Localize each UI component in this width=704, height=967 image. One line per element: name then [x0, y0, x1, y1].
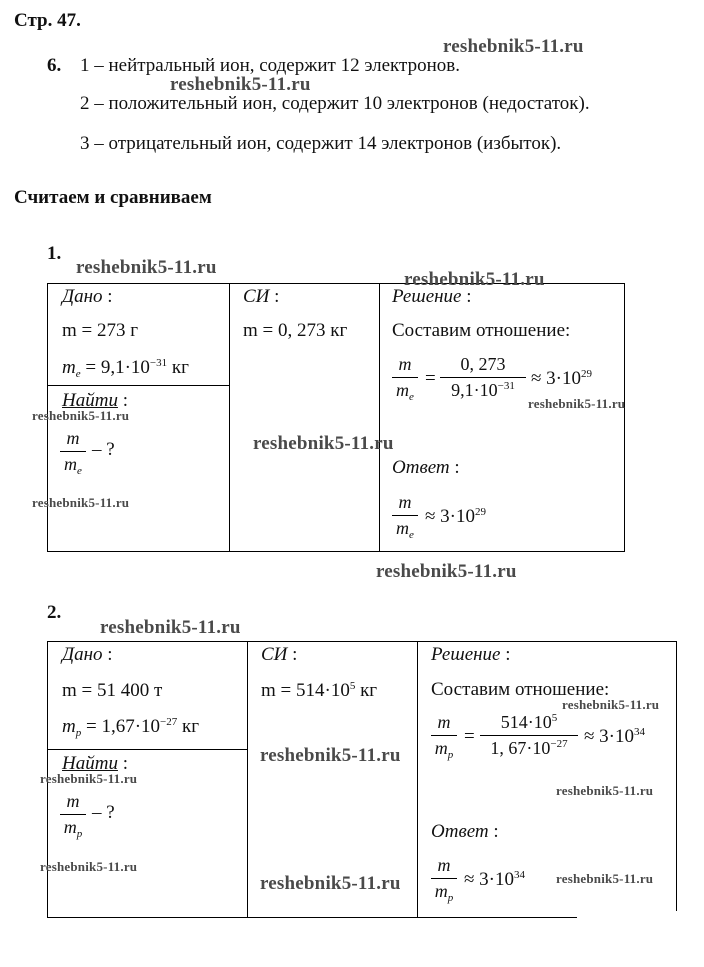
- watermark: reshebnik5-11.ru: [376, 561, 517, 582]
- watermark: reshebnik5-11.ru: [40, 859, 138, 874]
- p1-answer-fraction: m $m_e$: [392, 492, 418, 539]
- p1-answer-header: Ответ :: [392, 457, 460, 478]
- p1-eq-sign: =: [425, 368, 436, 389]
- watermark: reshebnik5-11.ru: [260, 873, 401, 894]
- p2-eq-sign: =: [464, 726, 475, 747]
- watermark: reshebnik5-11.ru: [260, 745, 401, 766]
- p2-answer-value: ≈ $3\cdot 10^{34}$: [464, 869, 526, 890]
- p1-find-question: – ?: [92, 439, 115, 460]
- watermark: reshebnik5-11.ru: [100, 617, 241, 638]
- p2-si-value: $m = 514\cdot 10^5$ кг: [261, 680, 378, 701]
- section-title: Считаем и сравниваем: [14, 187, 212, 208]
- p2-si-header: СИ :: [261, 644, 298, 665]
- watermark: reshebnik5-11.ru: [528, 396, 626, 411]
- watermark: reshebnik5-11.ru: [404, 269, 545, 290]
- p1-approx: ≈ $3\cdot 10^{29}$: [531, 368, 593, 389]
- watermark: reshebnik5-11.ru: [32, 495, 130, 510]
- p2-find-header: Найти :: [62, 753, 128, 774]
- task6-number: 6.: [47, 55, 62, 76]
- p2-proton-mass: $m_p = 1,67\cdot 10^{-27}$ кг: [62, 716, 200, 739]
- p2-mass: m = 51 400 т: [62, 680, 163, 701]
- p1-solution-header: Решение :: [392, 286, 472, 307]
- watermark: reshebnik5-11.ru: [76, 257, 217, 278]
- watermark: reshebnik5-11.ru: [443, 36, 584, 57]
- p2-approx: ≈ $3\cdot 10^{34}$: [584, 726, 646, 747]
- watermark: reshebnik5-11.ru: [253, 433, 394, 454]
- p1-si-header: СИ :: [243, 286, 280, 307]
- p1-given-header: Дано :: [62, 286, 113, 307]
- p2-given-header: Дано :: [62, 644, 113, 665]
- p2-answer-fraction: m $m_p$: [431, 855, 457, 902]
- p1-ratio-fraction: m $m_e$: [392, 354, 418, 401]
- watermark: reshebnik5-11.ru: [556, 783, 654, 798]
- p2-find-question: – ?: [92, 802, 115, 823]
- problem1-number: 1.: [47, 243, 62, 264]
- p2-solution-header: Решение :: [431, 644, 511, 665]
- p2-answer-header: Ответ :: [431, 821, 499, 842]
- p1-find-header: Найти :: [62, 390, 128, 411]
- watermark: reshebnik5-11.ru: [562, 697, 660, 712]
- watermark: reshebnik5-11.ru: [556, 871, 654, 886]
- watermark: reshebnik5-11.ru: [170, 74, 311, 95]
- p1-answer-value: ≈ $3\cdot 10^{29}$: [425, 506, 487, 527]
- p2-solution-text: Составим отношение:: [431, 679, 610, 700]
- p1-calc-fraction: 0, 273 $9,1\cdot 10^{-31}$: [440, 354, 526, 401]
- p1-electron-mass: $m_e = 9,1\cdot 10^{-31}$ кг: [62, 357, 189, 380]
- p2-ratio-fraction: m $m_p$: [431, 712, 457, 759]
- problem2-number: 2.: [47, 602, 62, 623]
- task6-item-3: 3 – отрицательный ион, содержит 14 электронов (избыток).: [80, 133, 562, 154]
- p2-find-fraction: m $m_p$: [60, 791, 86, 838]
- p1-mass: m = 273 г: [62, 320, 139, 341]
- p2-calc-fraction: $514\cdot 10^5$ 1, $67\cdot 10^{-27}$: [480, 712, 578, 759]
- p1-solution-text: Составим отношение:: [392, 320, 571, 341]
- task6-item-1: 1 – нейтральный ион, содержит 12 электронов.: [80, 55, 460, 76]
- task6-item-2: 2 – положительный ион, содержит 10 электронов (недостаток).: [80, 93, 590, 114]
- watermark: reshebnik5-11.ru: [32, 408, 130, 423]
- p1-si-value: m = 0, 273 кг: [243, 320, 348, 341]
- watermark: reshebnik5-11.ru: [40, 771, 138, 786]
- p1-find-fraction: m $m_e$: [60, 428, 86, 475]
- page-title: Стр. 47.: [14, 10, 81, 31]
